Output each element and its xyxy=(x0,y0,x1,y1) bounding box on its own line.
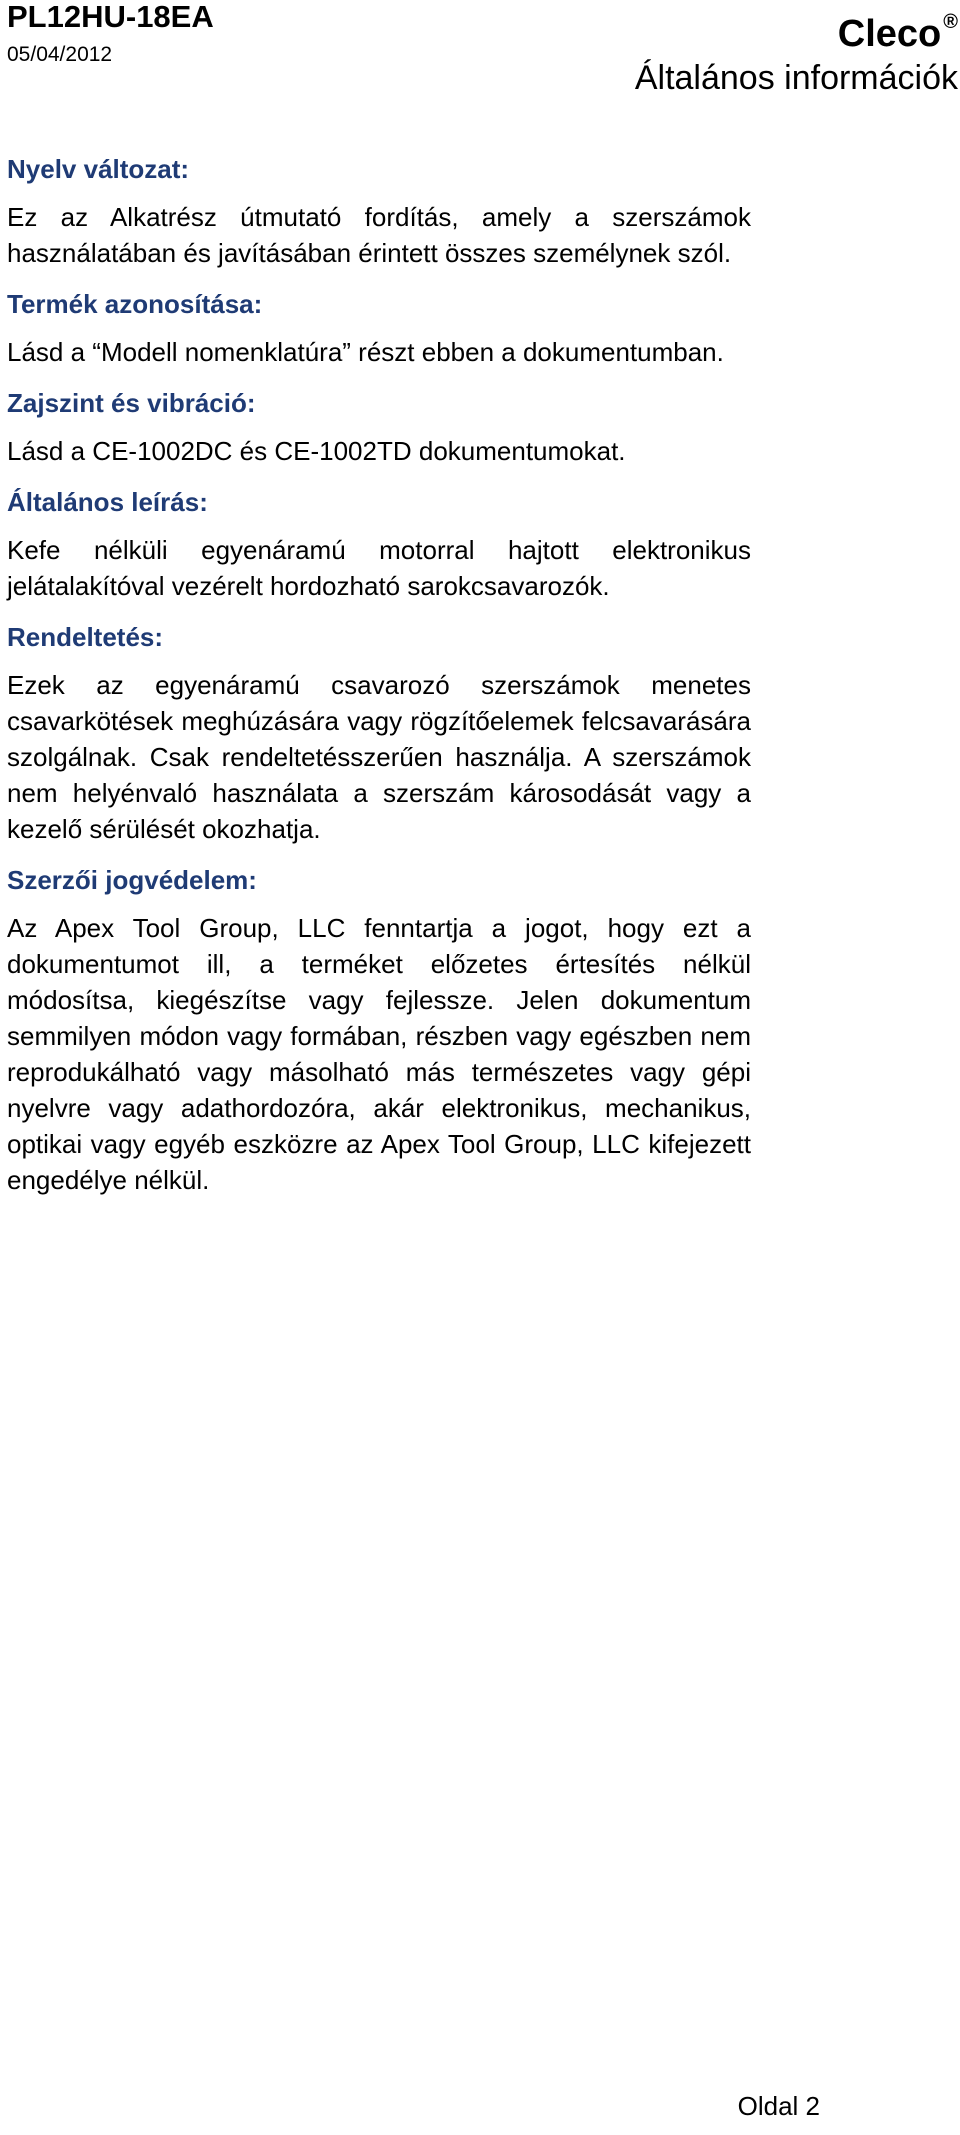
page-number: Oldal 2 xyxy=(737,2091,820,2121)
section-text: Ez az Alkatrész útmutató fordítás, amely a szerszámok használatában és javításában érintett összes személynek szól. xyxy=(7,202,751,268)
section-heading: Termék azonosítása: xyxy=(7,289,263,319)
section-heading: Zajszint és vibráció: xyxy=(7,388,256,418)
section-text: Ezek az egyenáramú csavarozó szerszámok menetes csavarkötések meghúzására vagy rögzítőelemek felcsavarására szolgálnak. Csak rendeltetésszerűen használja. A szerszámok nem helyénvaló használata a szerszám károsodását vagy a kezelő sérülését okozhatja. xyxy=(7,670,751,844)
section-noise-vibration xyxy=(7,387,751,469)
section-heading: Szerzői jogvédelem: xyxy=(7,865,257,895)
section-product-identification xyxy=(7,288,751,370)
registered-mark: ® xyxy=(943,11,958,33)
section-heading: Rendeltetés: xyxy=(7,622,164,652)
section-intended-use xyxy=(7,621,751,847)
brand-name: Cleco xyxy=(837,13,942,55)
section-general-description xyxy=(7,486,751,604)
section-text: Kefe nélküli egyenáramú motorral hajtott elektronikus jelátalakítóval vezérelt hordozható sarokcsavarozók. xyxy=(7,535,751,601)
document-date: 05/04/2012 xyxy=(7,43,113,66)
section-text: Az Apex Tool Group, LLC fenntartja a jogot, hogy ezt a dokumentumot ill, a terméket előzetes értesítés nélkül módosítsa, kiegészítse vagy fejlessze. Jelen dokumentum semmilyen módon vagy formában, részben vagy egészben nem reprodukálható vagy másolható más természetes vagy gépi nyelvre vagy adathordozóra, akár elektronikus, mechanikus, optikai vagy egyéb eszközre az Apex Tool Group, LLC kifejezett engedélye nélkül. xyxy=(7,913,751,1195)
page-section-title: Általános információk xyxy=(634,59,958,97)
brand-logo xyxy=(635,0,958,56)
header-left xyxy=(7,0,214,68)
section-heading: Általános leírás: xyxy=(7,487,208,517)
document-body xyxy=(7,153,751,1215)
section-copyright xyxy=(7,864,751,1198)
document-code: PL12HU-18EA xyxy=(7,0,214,34)
section-text: Lásd a CE-1002DC és CE-1002TD dokumentumokat. xyxy=(7,436,626,466)
section-text: Lásd a “Modell nomenklatúra” részt ebben a dokumentumban. xyxy=(7,337,724,367)
header-right xyxy=(635,0,958,98)
section-language-version xyxy=(7,153,751,271)
section-heading: Nyelv változat: xyxy=(7,154,190,184)
